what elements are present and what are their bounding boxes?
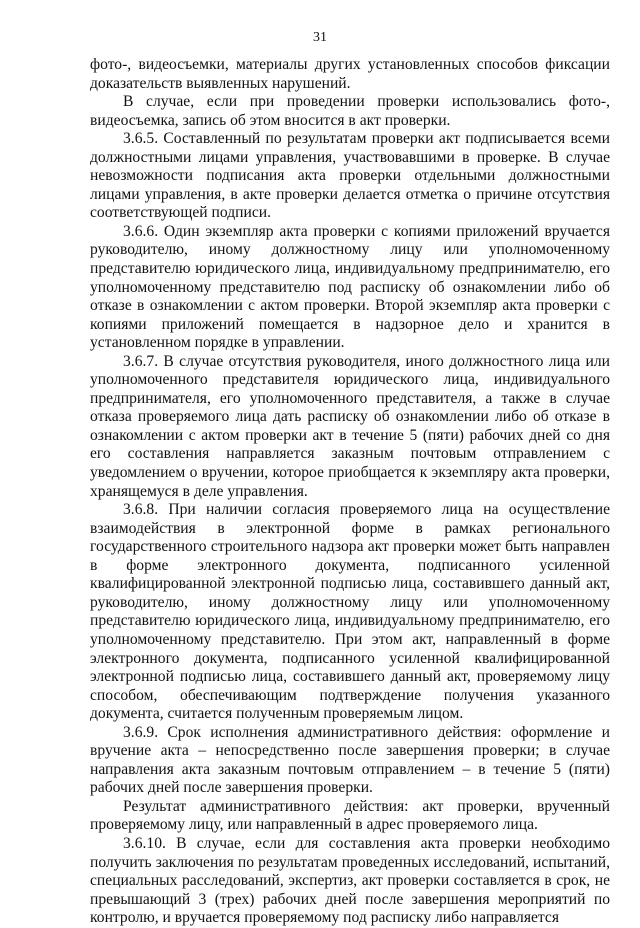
- paragraph-continuation: фото-, видеосъемки, материалы других установленных способов фиксации доказательств выявленных нарушений.: [90, 56, 610, 92]
- paragraph-photo-video: В случае, если при проведении проверки использовались фото-, видеосъемка, запись об этом вносится в акт проверки.: [90, 93, 610, 129]
- paragraph-3-6-5: 3.6.5. Составленный по результатам проверки акт подписывается всеми должностными лицами управления, участвовавшими в проверке. В случае невозможности подписания акта проверки отдельными должностными лицами управления, в акте проверки делается отметка о причине отсутствия соответствующей подписи.: [90, 130, 610, 222]
- document-body: [90, 56, 610, 928]
- page-number: 31: [313, 30, 327, 45]
- paragraph-3-6-6: 3.6.6. Один экземпляр акта проверки с копиями приложений вручается руководителю, иному должностному лицу или уполномоченному представителю юридического лица, индивидуальному предпринимателю, его уполномоченному представителю под расписку об ознакомлении либо об отказе в ознакомлении с актом проверки. Второй экземпляр акта проверки с копиями приложений помещается в надзорное дело и хранится в установленном порядке в управлении.: [90, 222, 610, 352]
- paragraph-3-6-10: 3.6.10. В случае, если для составления акта проверки необходимо получить заключения по результатам проведенных исследований, испытаний, специальных расследований, экспертиз, акт проверки составляется в срок, не превышающий 3 (трех) рабочих дней после завершения мероприятий по контролю, и вручается проверяемому под расписку либо направляется: [90, 834, 610, 927]
- paragraph-3-6-8: 3.6.8. При наличии согласия проверяемого лица на осуществление взаимодействия в электронной форме в рамках регионального государственного строительного надзора акт проверки может быть направлен в форме электронного документа, подписанного усиленной квалифицированной электронной подписью лица, составившего данный акт, руководителю, иному должностному лицу или уполномоченному представителю юридического лица, индивидуальному предпринимателю, его уполномоченному представителю. При этом акт, направленный в форме электронного документа, подписанного усиленной квалифицированной электронной подписью лица, составившего данный акт, проверяемому лицу способом, обеспечивающим подтверждение получения указанного документа, считается полученным проверяемым лицом.: [90, 501, 610, 723]
- paragraph-3-6-9: 3.6.9. Срок исполнения административного действия: оформление и вручение акта – непосредственно после завершения проверки; в случае направления акта заказным почтовым отправлением – в течение 5 (пяти) рабочих дней после завершения проверки.: [90, 723, 610, 797]
- paragraph-result: Результат административного действия: акт проверки, врученный проверяемому лицу, или направленный в адрес проверяемого лица.: [90, 797, 610, 834]
- paragraph-3-6-7: 3.6.7. В случае отсутствия руководителя, иного должностного лица или уполномоченного представителя юридического лица, индивидуального предпринимателя, его уполномоченного представителя, а также в случае отказа проверяемого лица дать расписку об ознакомлении либо об отказе в ознакомлении с актом проверки акт в течение 5 (пяти) рабочих дней со дня его составления направляется заказным почтовым отправлением с уведомлением о вручении, которое приобщается к экземпляру акта проверки, хранящемуся в деле управления.: [90, 352, 610, 500]
